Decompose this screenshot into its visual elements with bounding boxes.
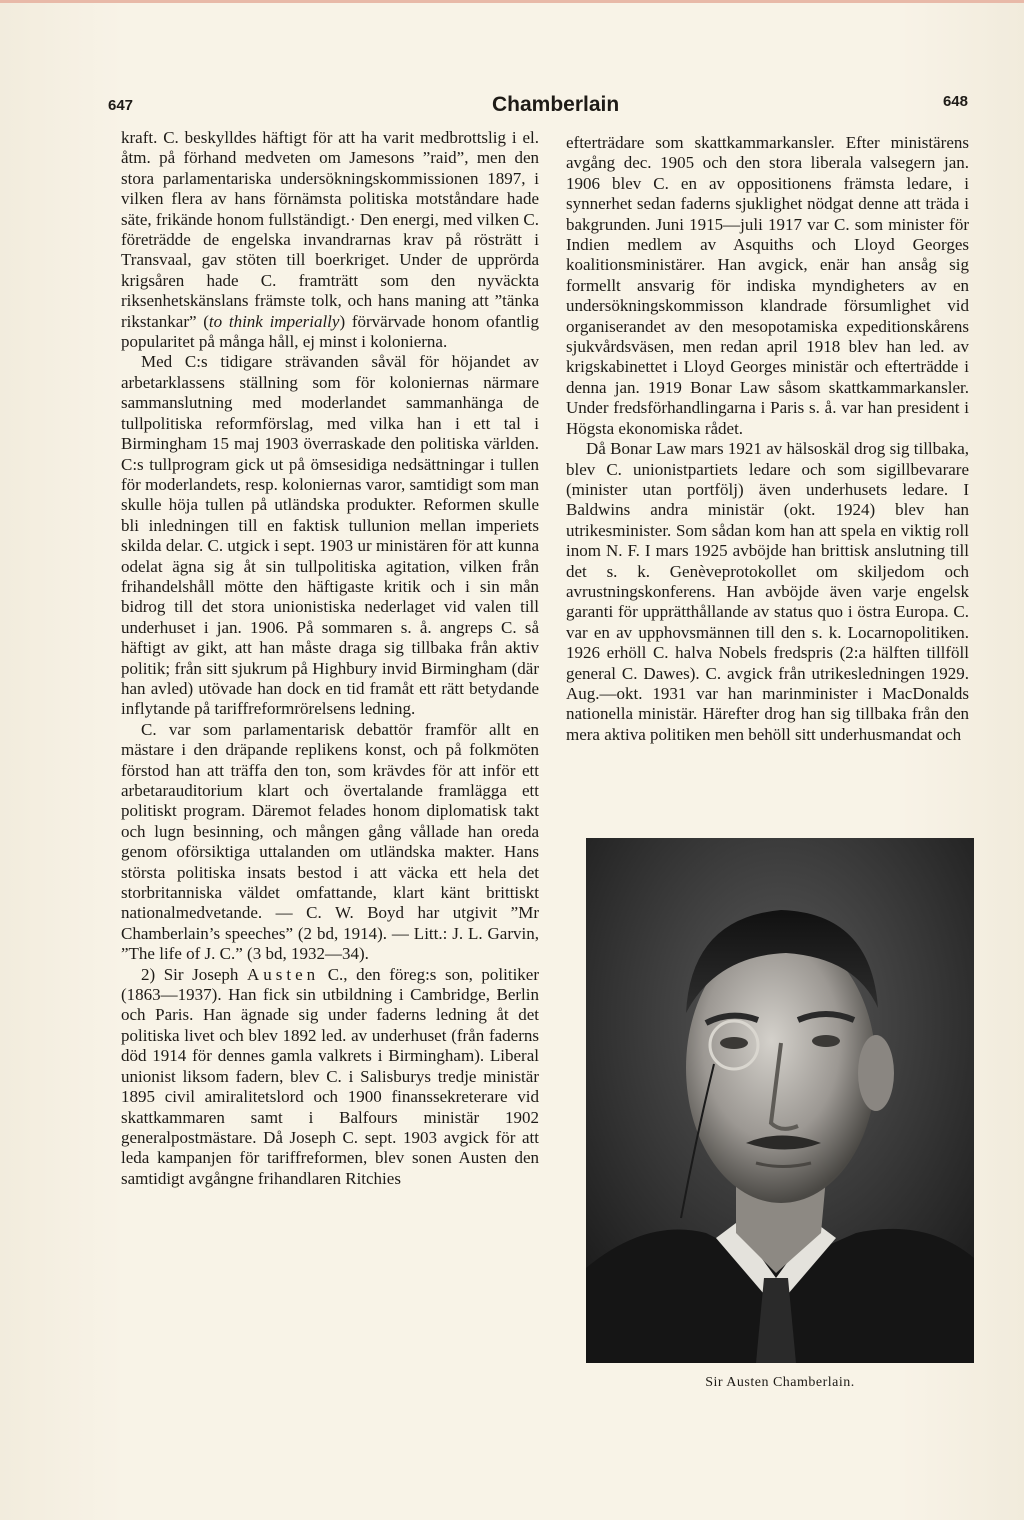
left-column: [121, 128, 539, 1189]
left-p4-spaced-name: Austen: [246, 964, 320, 984]
page-number-left: 647: [108, 97, 134, 114]
left-p1-text: kraft. C. beskylldes häftigt för att ha varit medbrottslig i el. åtm. på förhand medveten om Jamesons ”raid”, men den stora parlamentariska undersökningskommissionen 1897, i vilken flera av hans förnämsta politiska motståndare hade säte, frikände honom fullständigt.· Den energi, med vilken C. företrädde de engelska invandrarnas krav på rösträtt i Transvaal, gav stöten till boerkriget. Under de upprörda krigsåren hade C. framträtt som den nyväckta riksenhetskänslans främste tolk, och hans maning att ”tänka rikstankar” (: [121, 128, 539, 331]
left-p1-italic: to think imperially: [208, 311, 340, 331]
right-paragraph-2: Då Bonar Law mars 1921 av hälsoskäl drog sig tillbaka, blev C. unionistpartiets ledare och som sigillbevarare (minister utan portfölj) även underhusets ledare. I Baldwins andra ministär (okt. 1924) blev han utrikesminister. Som sådan kom han att spela en viktig roll inom N. F. I mars 1925 avböjde han brittisk anslutning till det s. k. Genèveprotokollet om skiljedom och avrustningskonferens. Han avböjde även varje engelsk garanti för upprätthållande av status quo i östra Europa. C. var en av upphovsmännen till den s. k. Locarnopolitiken. 1926 erhöll C. halva Nobels fredspris (2:a hälften tillföll general C. Dawes). C. avgick från utrikesledningen 1929. Aug.—okt. 1931 var han marinminister i MacDonalds nationella ministär. Härefter drog han sig tillbaka från den mera aktiva politiken men behöll sitt underhusmandat och: [566, 439, 969, 744]
page-header: [108, 93, 968, 121]
left-p1-end: ) förvärvade honom ofantlig popularitet på många håll, ej minst i kolonierna.: [121, 311, 539, 352]
left-paragraph-2: Med C:s tidigare strävanden såväl för höjandet av arbetarklassens ställning som för koloniernas närmare sammanslutning med moderlandet sammanhänga de tullpolitiska reformförslag, med vilka han i ett tal i Birmingham 15 maj 1903 överraskade den politiska världen. C:s tullprogram gick ut på ömsesidiga nedsättningar i tullen för moderlandets, resp. koloniernas varor, samtidigt som man skulle höja tullen på utländska produkter. Reformen skulle bli inledningen till en faktisk tullunion mellan imperiets skilda delar. C. utgick i sept. 1903 ur ministären för att kunna odelat ägna sig åt sin tullpolitiska agitation, vilken från frihandelshåll mötte den häftigaste kritik och i sin mån bidrog till det stora unionistiska nederlaget vid valen till underhuset i jan. 1906. På sommaren s. å. angreps C. så häftigt av gikt, att han måste draga sig tillbaka från aktiv politik; från sitt sjukrum på Highbury invid Birmingham (där han avled) utövade han dock en tid framåt ett rätt betydande inflytande på tariffreformrörelsens ledning.: [121, 352, 539, 719]
page-number-right: 648: [942, 93, 968, 110]
left-p4-end: C., den föreg:s son, politiker (1863—1937). Han fick sin utbildning i Cambridge, Berlin och Paris. Han ägnade sig under faderns ledning åt det politiska livet och blev 1892 led. av underhuset (från faderns död 1914 för dennes gamla valkrets i Birmingham). Liberal unionist liksom fadern, blev C. i Salisburys tredje ministär 1895 civil amiralitetslord och 1900 finanssekreterare vid skattkammaren samt i Balfours ministär 1902 generalpostmästare. Då Joseph C. sept. 1903 avgick för att leda kampanjen för tariffreformen, blev sonen Austen den samtidigt avgångne frihandlaren Ritchies: [121, 964, 539, 1188]
running-head-title: Chamberlain: [492, 93, 620, 116]
left-paragraph-1: [121, 128, 539, 352]
left-paragraph-3: C. var som parlamentarisk debattör framför allt en mästare i den dräpande replikens konst, och på folkmöten förstod han att träffa den ton, som krävdes för att inför ett arbetarauditorium klart och övertalande framlägga ett politiskt program. Däremot felades honom diplomatisk takt och lugn besinning, och mången gång vållade han oreda genom oförsiktiga uttalanden om utländska makter. Hans största politiska insats bestod i att väcka ett hela det storbritanniska väldet omfattande, klart känt brittiskt nationalmedvetande. — C. W. Boyd har utgivit ”Mr Chamberlain’s speeches” (2 bd, 1914). — Litt.: J. L. Garvin, ”The life of J. C.” (3 bd, 1932—34).: [121, 719, 539, 964]
right-column: [566, 133, 969, 745]
left-p4-start: 2) Sir Joseph: [141, 964, 247, 984]
portrait-illustration: [586, 838, 974, 1363]
right-paragraph-1: efterträdare som skattkammarkansler. Efter ministärens avgång dec. 1905 och den stora liberala valsegern jan. 1906 blev C. en av oppositionens främsta ledare, i synnerhet sedan faderns sjuklighet nödgat denne att träda i bakgrunden. Juni 1915—juli 1917 var C. som minister för Indien medlem av Asquiths och Lloyd Georges koalitionsministärer. Han avgick, enär han ansåg sig formellt ansvarig för indiska myndigheters av en undersökningskommisson klandrade försumlighet vid organiserandet av den mesopotamiska expeditionskårens sjukvårdsväsen, men redan april 1918 blev han led. av krigskabinettet i Lloyd Georges ministär och efterträdde i denna jan. 1919 Bonar Law såsom skattkammarkansler. Under fredsförhandlingarna i Paris s. å. var han president i Högsta ekonomiska rådet.: [566, 133, 969, 438]
portrait-photo: [586, 838, 974, 1363]
photo-caption: Sir Austen Chamberlain.: [705, 1375, 855, 1390]
top-edge-line: [0, 0, 1024, 3]
left-paragraph-4: [121, 965, 539, 1189]
